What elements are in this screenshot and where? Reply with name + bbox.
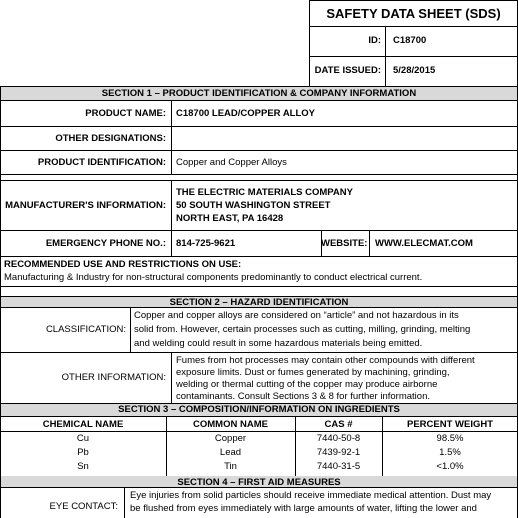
classification-line: solid from. However, certain processes such as cutting, milling, grinding, melting [134, 324, 471, 335]
eye-contact-label: EYE CONTACT: [49, 501, 118, 512]
recommended-use-label: RECOMMENDED USE AND RESTRICTIONS ON USE: [4, 259, 242, 270]
id-value: C18700 [393, 35, 427, 46]
cas-cell: 7440-31-5 [316, 461, 361, 472]
chemical-name-cell: Sn [77, 461, 89, 472]
percent-weight-cell: 1.5% [439, 447, 461, 458]
common-name-cell: Copper [214, 433, 247, 444]
column-header-percent-weight: PERCENT WEIGHT [406, 419, 494, 430]
product-identification-value: Copper and Copper Alloys [176, 157, 287, 168]
recommended-use-text: Manufacturing & Industry for non-structural components predominantly to conduct electrical current. [4, 272, 423, 283]
cas-cell: 7439-92-1 [316, 447, 361, 458]
other-information-label: OTHER INFORMATION: [61, 372, 166, 383]
other-designations-label: OTHER DESIGNATIONS: [55, 133, 166, 144]
column-header-chemical-name: CHEMICAL NAME [42, 419, 124, 430]
date-issued-label: DATE ISSUED: [314, 65, 381, 76]
document-title: SAFETY DATA SHEET (SDS) [326, 6, 501, 21]
website-value: WWW.ELECMAT.COM [375, 238, 473, 249]
manufacturer-label: MANUFACTURER'S INFORMATION: [5, 200, 166, 211]
manufacturer-line: NORTH EAST, PA 16428 [176, 213, 284, 224]
product-identification-label: PRODUCT IDENTIFICATION: [37, 157, 166, 168]
section-4-heading: SECTION 4 – FIRST AID MEASURES [177, 477, 341, 488]
manufacturer-line: THE ELECTRIC MATERIALS COMPANY [176, 187, 353, 198]
percent-weight-cell: <1.0% [436, 461, 464, 472]
emergency-phone-value: 814-725-9621 [176, 238, 236, 249]
other-information-line: exposure limits. Dust or fumes generated by machining, grinding, [176, 367, 450, 378]
common-name-cell: Lead [219, 447, 242, 458]
section-3-heading: SECTION 3 – COMPOSITION/INFORMATION ON INGREDIENTS [118, 404, 400, 415]
column-header-cas: CAS # [324, 419, 353, 430]
classification-line: and welding could result in some hazardous materials being emitted. [134, 338, 423, 349]
section-1-heading: SECTION 1 – PRODUCT IDENTIFICATION & COMPANY INFORMATION [101, 88, 417, 99]
product-name-label: PRODUCT NAME: [85, 108, 166, 119]
other-information-line: Fumes from hot processes may contain other compounds with different [176, 355, 475, 366]
chemical-name-cell: Cu [76, 433, 90, 444]
product-name-value: C18700 LEAD/COPPER ALLOY [176, 108, 316, 119]
website-label: WEBSITE: [321, 238, 368, 249]
classification-label: CLASSIFICATION: [45, 324, 126, 335]
other-information-line: welding or thermal cutting of the copper may produce airborne [176, 379, 438, 390]
eye-contact-line: Eye injuries from solid particles should receive immediate medical attention. Dust may [130, 490, 492, 501]
column-header-common-name: COMMON NAME [193, 419, 268, 430]
common-name-cell: Tin [224, 461, 237, 472]
emergency-phone-label: EMERGENCY PHONE NO.: [45, 238, 166, 249]
cas-cell: 7440-50-8 [316, 433, 361, 444]
percent-weight-cell: 98.5% [436, 433, 464, 444]
section-2-heading: SECTION 2 – HAZARD IDENTIFICATION [169, 297, 349, 308]
other-information-line: contaminants. Consult Sections 3 & 8 for further information. [176, 391, 430, 402]
classification-line: Copper and copper alloys are considered on “article” and not hazardous in its [134, 310, 459, 321]
manufacturer-line: 50 SOUTH WASHINGTON STREET [176, 200, 331, 211]
id-label: ID: [368, 35, 381, 46]
eye-contact-line: be flushed from eyes immediately with large amounts of water, lifting the lower and [130, 503, 477, 514]
date-issued-value: 5/28/2015 [393, 65, 436, 76]
chemical-name-cell: Pb [77, 447, 89, 458]
